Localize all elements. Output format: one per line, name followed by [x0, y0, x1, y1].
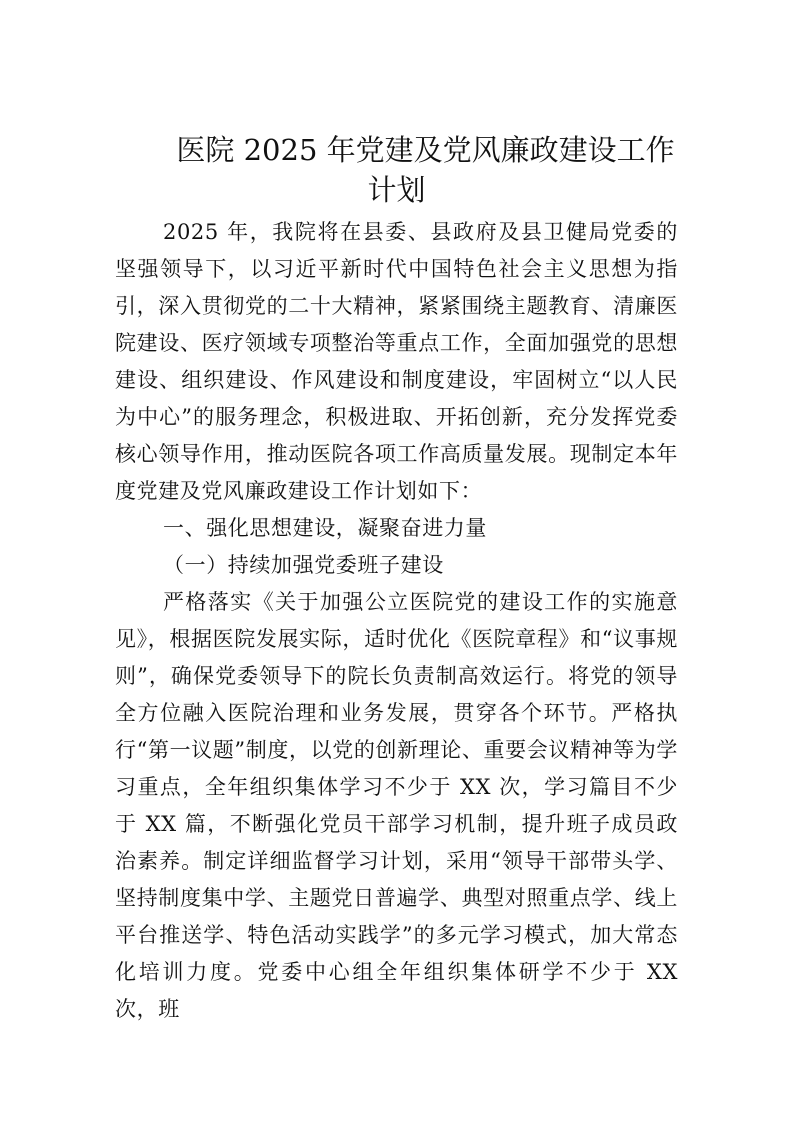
document-title: 医院 2025 年党建及党风廉政建设工作计划: [176, 133, 675, 207]
subsection-heading-1-1: （一）持续加强党委班子建设: [163, 553, 444, 577]
paragraph-section-body: 严格落实《关于加强公立医院党的建设工作的实施意见》，根据医院发展实际，适时优化《医院章程》和“议事规则”，确保党委领导下的院长负责制高效运行。将党的领导全方位融入医院治理和业务发展，贯穿各个环节。严格执行“第一议题”制度，以党的创新理论、重要会议精神等为学习重点，全年组织集体学习不少于 XX 次，学习篇目不少于 XX 篇，不断强化党员干部学习机制，提升班子成员政治素养。制定详细监督学习计划，采用“领导干部带头学、坚持制度集中学、主题党日普遍学、典型对照重点学、线上平台推送学、特色活动实践学”的多元学习模式，加大常态化培训力度。党委中心组全年组织集体研学不少于 XX 次，班: [115, 590, 678, 1021]
paragraph-intro: 2025 年，我院将在县委、县政府及县卫健局党委的坚强领导下，以习近平新时代中国特色社会主义思想为指引，深入贯彻党的二十大精神，紧紧围绕主题教育、清廉医院建设、医疗领域专项整治等重点工作，全面加强党的思想建设、组织建设、作风建设和制度建设，牢固树立“以人民为中心”的服务理念，积极进取、开拓创新，充分发挥党委核心领导作用，推动医院各项工作高质量发展。现制定本年度党建及党风廉政建设工作计划如下：: [115, 220, 678, 503]
section-heading-1: 一、强化思想建设，凝聚奋进力量: [163, 516, 487, 540]
